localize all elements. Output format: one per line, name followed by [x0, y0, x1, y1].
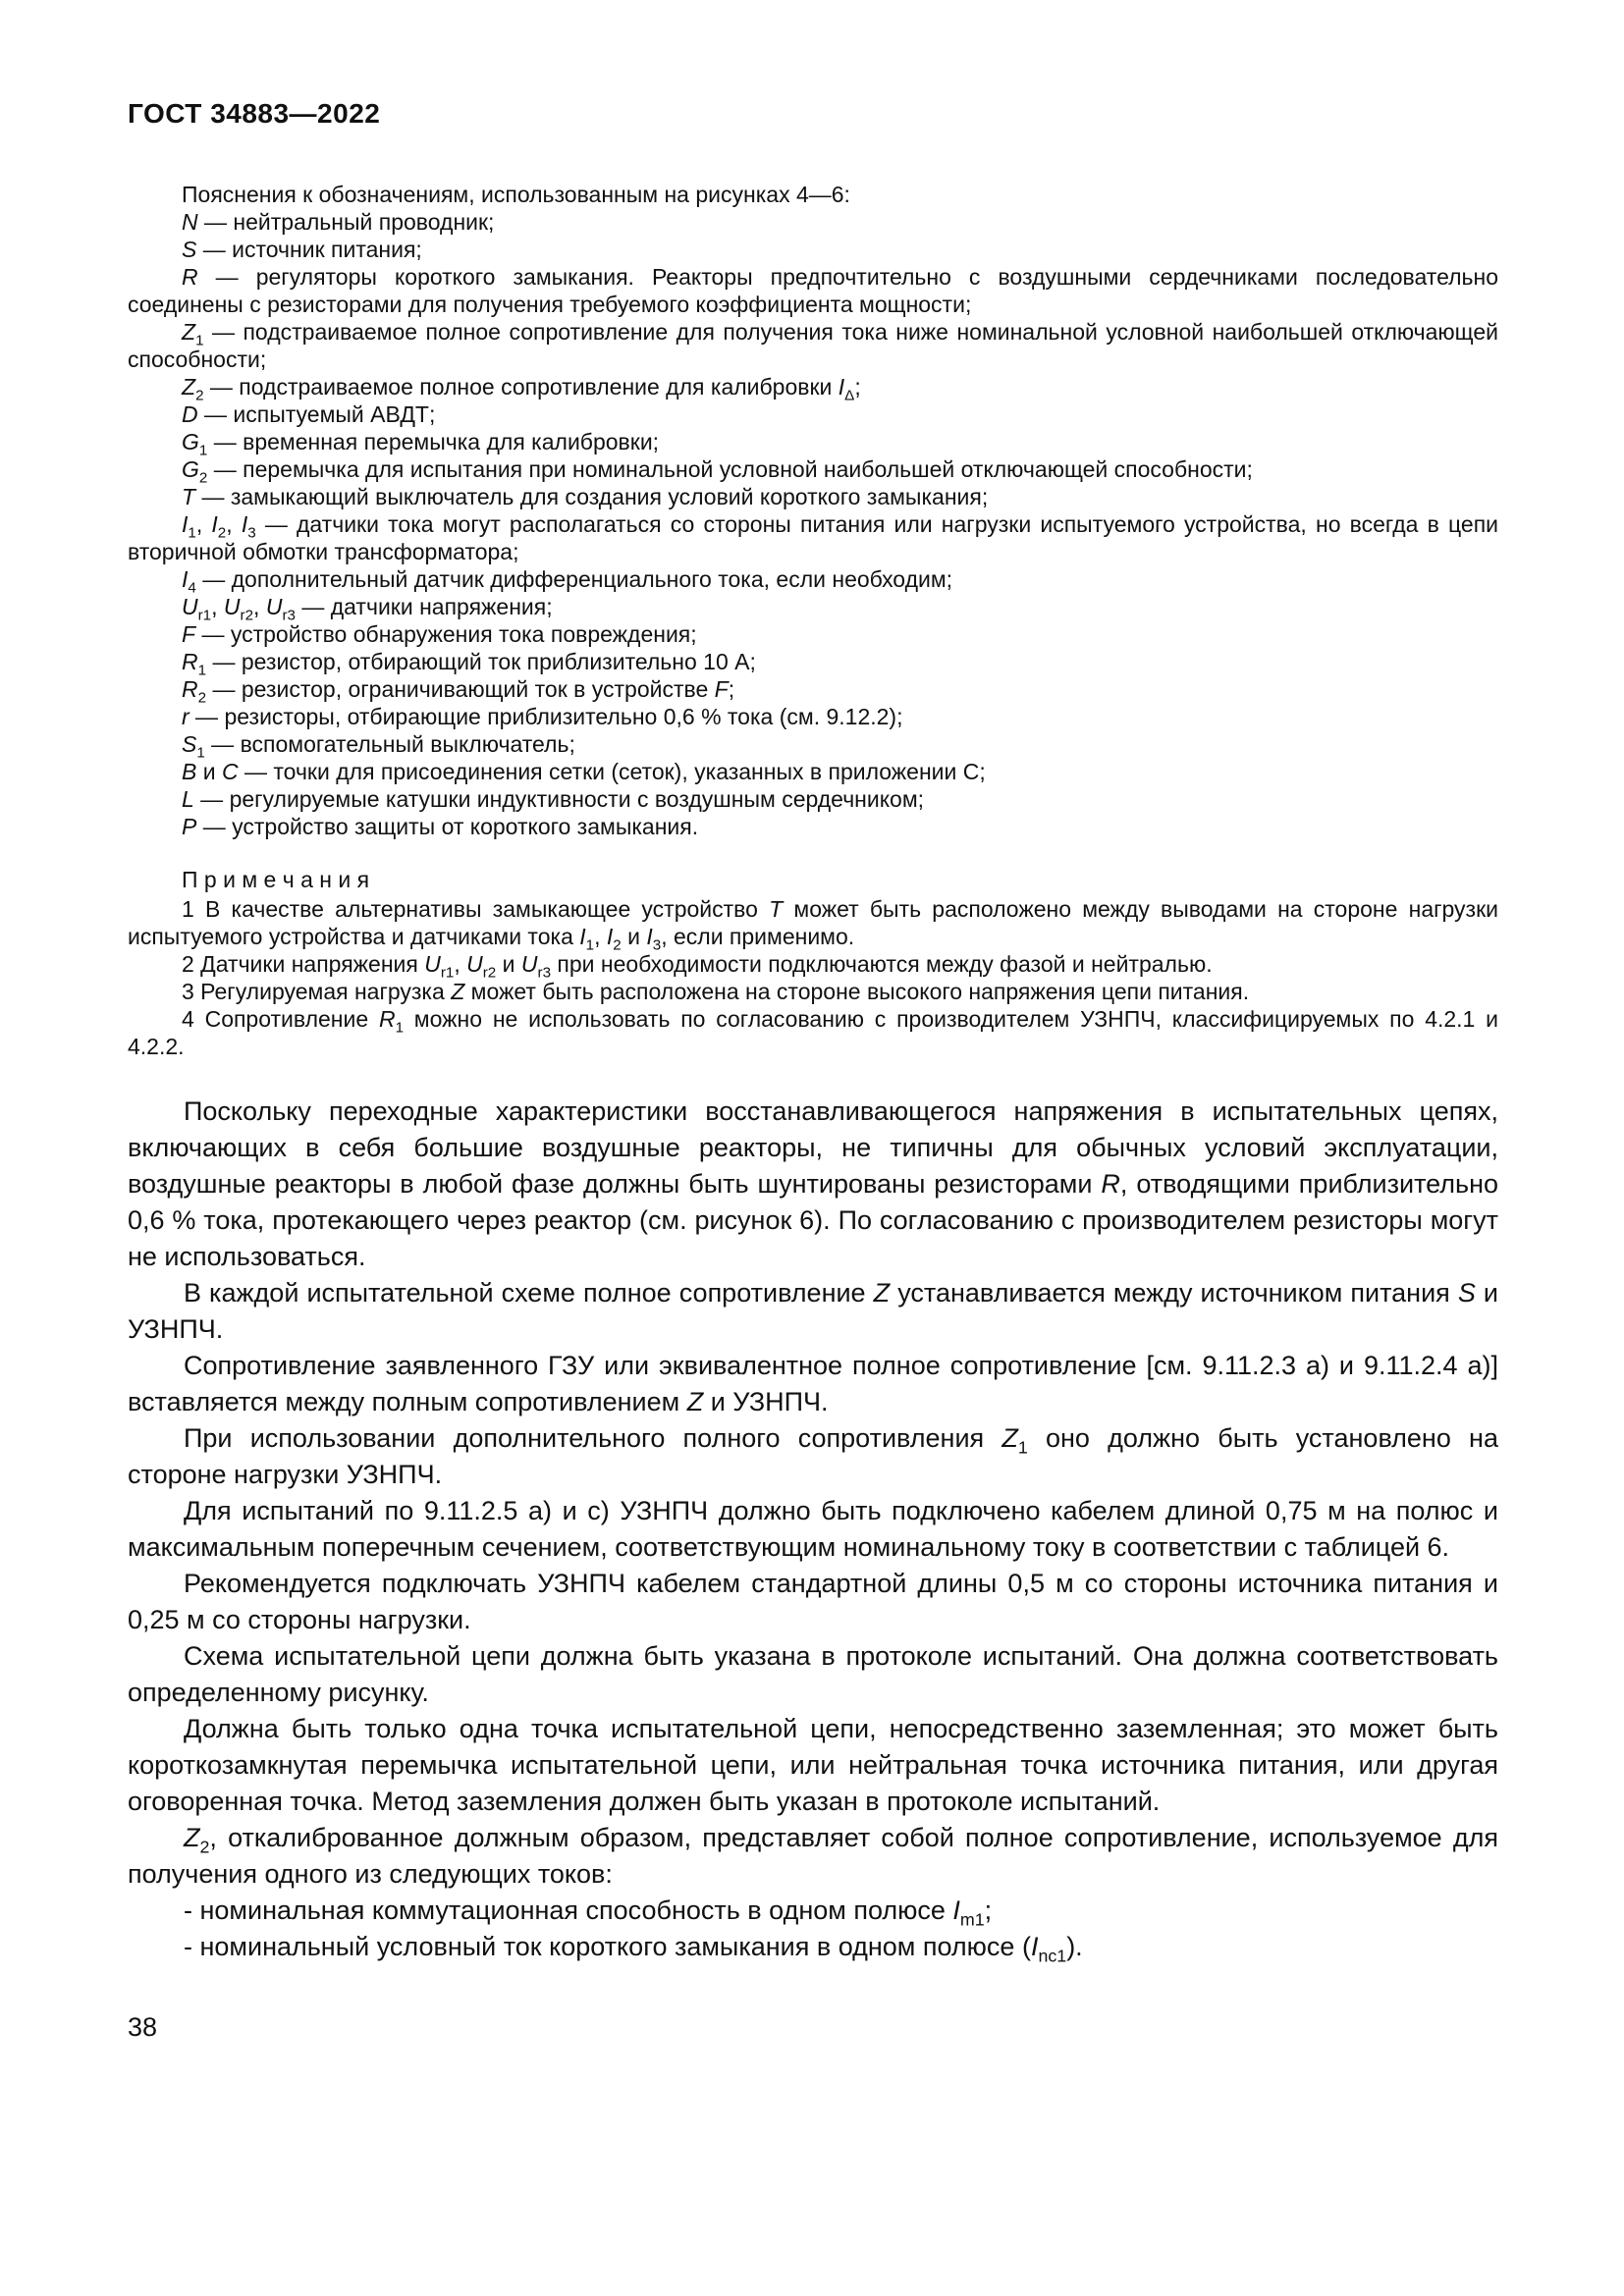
legend-section — [128, 181, 1498, 840]
paragraph: В каждой испытательной схеме полное сопротивление Z устанавливается между источником питания S и УЗНПЧ. — [128, 1278, 1498, 1344]
legend-item: L — регулируемые катушки индуктивности с воздушным сердечником; — [182, 786, 925, 812]
page-number: 38 — [128, 2012, 158, 2042]
legend-item: $G_2$ — перемычка для испытания при номинальной условной наибольшей отключающей способности; — [182, 456, 1253, 487]
legend-item: N — нейтральный проводник; — [182, 209, 495, 235]
legend-item: $U_{r1}$, $U_{r2}$, $U_{r3}$ — датчики напряжения; — [182, 594, 553, 624]
notes-section — [128, 866, 1498, 1060]
document-number: ГОСТ 34883—2022 — [128, 98, 381, 129]
legend-item: T — замыкающий выключатель для создания условий короткого замыкания; — [182, 484, 989, 509]
note-item: 4 Сопротивление $R_1$ можно не использовать по согласованию с производителем УЗНПЧ, классифицируемых по 4.2.1 и 4.2.2. — [128, 1006, 1498, 1059]
legend-item: $R_1$ — резистор, отбирающий ток приблизительно 10 А; — [182, 649, 756, 679]
legend-intro: Пояснения к обозначениям, использованным на рисунках 4—6: — [182, 182, 850, 207]
paragraph: Рекомендуется подключать УЗНПЧ кабелем стандартной длины 0,5 м со стороны источника питания и 0,25 м со стороны нагрузки. — [128, 1569, 1498, 1634]
legend-item: F — устройство обнаружения тока повреждения; — [182, 621, 697, 647]
legend-item: r — резисторы, отбирающие приблизительно 0,6 % тока (см. 9.12.2); — [182, 704, 903, 729]
legend-item: $G_1$ — временная перемычка для калибровки; — [182, 429, 660, 459]
legend-item: R — регуляторы короткого замыкания. Реакторы предпочтительно с воздушными сердечниками последовательно соединены с резисторами для получения требуемого коэффициента мощности; — [128, 264, 1498, 317]
list-item: - номинальная коммутационная способность в одном полюсе $I_{m1}$; — [184, 1896, 993, 1930]
legend-item: D — испытуемый АВДТ; — [182, 401, 436, 427]
paragraph: $Z_2$, откалиброванное должным образом, представляет собой полное сопротивление, используемое для получения одного из следующих токов: — [128, 1823, 1498, 1889]
list-item: - номинальный условный ток короткого замыкания в одном полюсе $(I_{nc1})$. — [184, 1932, 1083, 1966]
paragraph: Поскольку переходные характеристики восстанавливающегося напряжения в испытательных цепях, включающих в себя большие воздушные реакторы, не типичны для обычных условий эксплуатации, воздушные реакторы в любой фазе должны быть шунтированы резисторами R, отводящими приблизительно 0,6 % тока, протекающего через реактор (см. рисунок 6). По согласованию с производителем резисторы могут не использоваться. — [128, 1096, 1499, 1271]
note-item: 3 Регулируемая нагрузка Z может быть расположена на стороне высокого напряжения цепи питания. — [182, 979, 1250, 1004]
legend-item: $I_1$, $I_2$, $I_3$ — датчики тока могут располагаться со стороны питания или нагрузки испытуемого устройства, но всегда в цепи вторичной обмотки трансформатора; — [128, 511, 1499, 564]
note-item: 1 В качестве альтернативы замыкающее устройство T может быть расположено между выводами на стороне нагрузки испытуемого устройства и датчиками тока $I_1$, $I_2$ и $I_3$, если применимо. — [128, 896, 1498, 954]
legend-item: $I_4$ — дополнительный датчик дифференциального тока, если необходим; — [182, 566, 953, 597]
legend-item: B и C — точки для присоединения сетки (сеток), указанных в приложении C; — [182, 759, 986, 784]
legend-item: $S_1$ — вспомогательный выключатель; — [182, 731, 575, 762]
paragraph: Должна быть только одна точка испытательной цепи, непосредственно заземленная; это может быть короткозамкнутая перемычка испытательной цепи, или нейтральная точка источника питания, или другая оговоренная точка. Метод заземления должен быть указан в протоколе испытаний. — [128, 1714, 1498, 1816]
legend-item: $Z_2$ — подстраиваемое полное сопротивление для калибровки $I_\Delta$; — [182, 374, 861, 404]
paragraph: Для испытаний по 9.11.2.5 а) и с) УЗНПЧ должно быть подключено кабелем длиной 0,75 м на полюс и максимальным поперечным сечением, соответствующим номинальному току в соответствии с таблицей 6. — [128, 1496, 1498, 1562]
legend-item: P — устройство защиты от короткого замыкания. — [182, 814, 699, 839]
notes-title: П р и м е ч а н и я — [182, 867, 370, 892]
paragraph: Сопротивление заявленного ГЗУ или эквивалентное полное сопротивление [см. 9.11.2.3 а) и 9.11.2.4 а)] вставляется между полным сопротивлением Z и УЗНПЧ. — [128, 1351, 1498, 1416]
legend-item: $R_2$ — резистор, ограничивающий ток в устройстве F; — [182, 676, 735, 707]
legend-item: S — источник питания; — [182, 237, 422, 262]
legend-item: $Z_1$ — подстраиваемое полное сопротивление для получения тока ниже номинальной условной наибольшей отключающей способности; — [128, 319, 1498, 372]
note-item: 2 Датчики напряжения $U_{r1}$, $U_{r2}$ и $U_{r3}$ при необходимости подключаются между фазой и нейтралью. — [182, 951, 1213, 982]
paragraph: Схема испытательной цепи должна быть указана в протоколе испытаний. Она должна соответствовать определенному рисунку. — [128, 1641, 1498, 1707]
paragraph: При использовании дополнительного полного сопротивления $Z_1$ оно должно быть установлено на стороне нагрузки УЗНПЧ. — [128, 1423, 1498, 1489]
body-section — [128, 1094, 1498, 1965]
